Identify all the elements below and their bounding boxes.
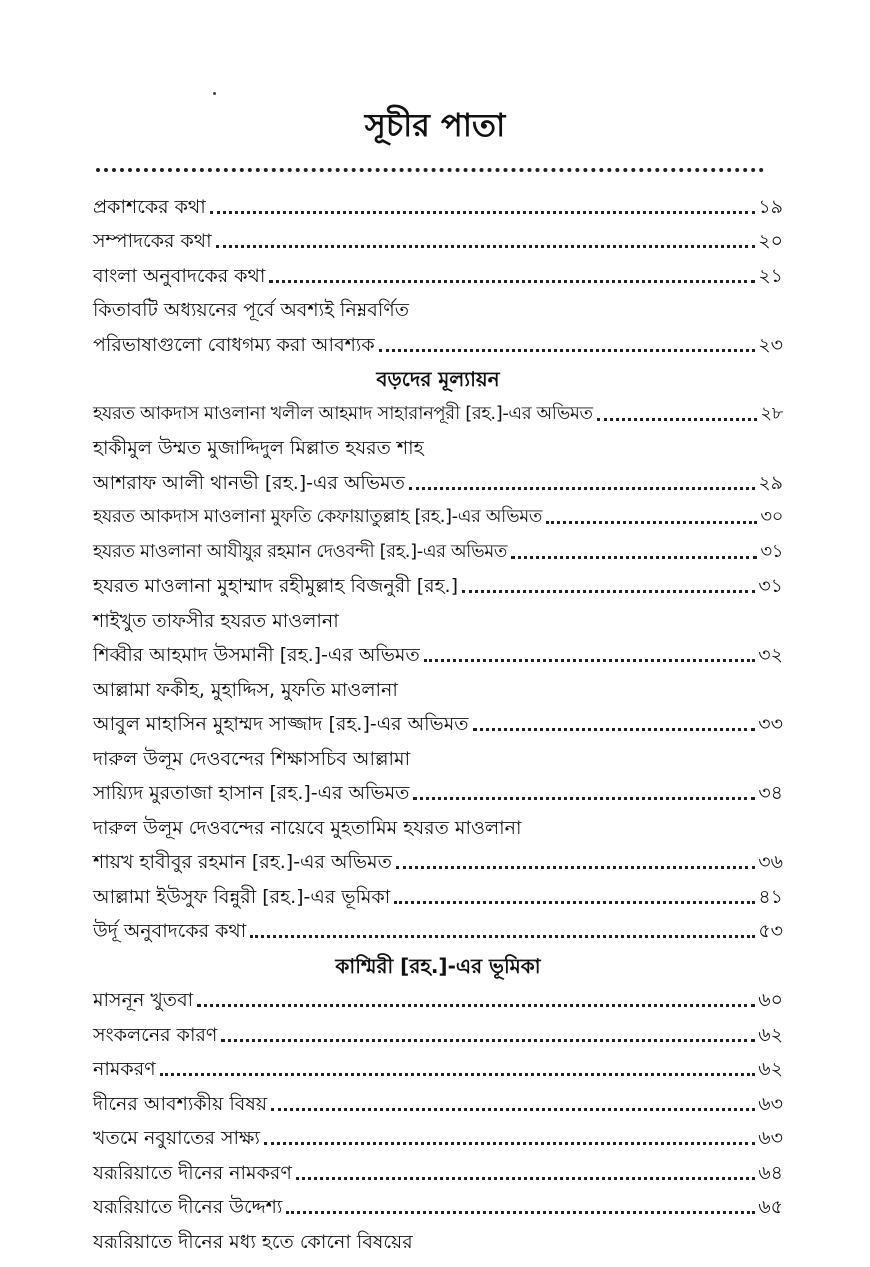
toc-entry [93,221,783,256]
toc-entry-label: হযরত মাওলানা আযীযুর রহমান দেওবন্দী [রহ.]-এর অভিমত [93,540,508,562]
toc-entry [93,1152,783,1187]
dot-leader [511,556,757,559]
dot-leader [394,901,755,904]
toc-page-number: ৬৩ [758,1127,783,1149]
page-title: সূচীর পাতা [364,106,506,144]
toc-page-number: ২০ [758,230,783,252]
toc-entry [93,1083,783,1118]
toc-page-number: ৩১ [760,540,783,562]
toc-entry-label: আশরাফ আলী থানভী [রহ.]-এর অভিমত [93,471,405,494]
toc-entry-label: সম্পাদকের কথা [93,230,212,252]
toc-entry-label: কিতাবটি অধ্যয়নের পূর্বে অবশ্যই নিম্নবর্ণিত [93,299,410,321]
print-speck [213,92,216,95]
toc-page-number: ৪১ [758,885,783,908]
toc-entry-label: যরূরিয়াতে দীনের নামকরণ [93,1161,292,1184]
toc-page-number: ৩১ [758,575,783,597]
dot-leader [264,1142,755,1145]
dot-leader [424,659,756,662]
toc-entry-label: সায়্যিদ মুরতাজা হাসান [রহ.]-এর অভিমত [93,782,410,804]
toc-entry-label: হাকীমুল উম্মত মুজাদ্দিদুল মিল্লাত হযরত শাহ [93,437,424,459]
toc-entry-label: মাসনূন খুতবা [93,989,194,1011]
toc-page-number: ৩৩ [758,713,783,735]
toc-entry-label: আল্লামা ইউসুফ বিন্নুরী [রহ.]-এর ভূমিকা [93,885,391,908]
dot-leader [160,1073,756,1076]
dot-leader [221,1039,755,1042]
dot-leader [216,245,756,248]
toc-entry [93,290,783,325]
table-of-contents [93,186,783,1256]
toc-entry-label: আবুল মাহাসিন মুহাম্মদ সাজ্জাদ [রহ.]-এর অভিমত [93,713,469,735]
toc-entry-label: দারুল উলূম দেওবন্দের নায়েবে মুহতামিম হযরত মাওলানা [93,816,522,839]
toc-entry [93,842,783,877]
dot-leader [597,418,758,421]
dot-leader [210,211,756,214]
dot-leader [413,797,755,800]
toc-entry [93,1014,783,1049]
toc-page-number: ২৯ [758,471,783,494]
toc-entry [93,876,783,911]
toc-entry-label: আল্লামা ফকীহ, মুহাদ্দিস, মুফতি মাওলানা [93,678,398,701]
section-heading: বড়দের মূল্যায়ন [376,367,500,391]
toc-entry [93,1049,783,1084]
toc-entry [93,980,783,1015]
toc-entry [93,324,783,359]
toc-entry-label: যরূরিয়াতে দীনের উদ্দেশ্য [93,1196,283,1218]
dot-leader [296,1177,755,1180]
toc-page-number: ৬৪ [758,1161,783,1184]
toc-entry [93,911,783,946]
toc-entry-label: খতমে নবুয়াতের সাক্ষ্য [93,1127,260,1149]
toc-entry [93,738,783,773]
toc-entry-label: হযরত আকদাস মাওলানা খলীল আহমাদ সাহারানপূরী [রহ.]-এর অভিমত [93,402,593,424]
toc-entry [93,669,783,704]
toc-entry-label: পরিভাষাগুলো বোধগম্য করা আবশ্যক [93,333,375,356]
dot-leader [250,935,755,938]
dot-leader [286,1211,755,1214]
toc-page-number: ৩০ [760,506,783,527]
toc-page-number: ৬০ [758,989,783,1011]
toc-page-number: ৩৪ [758,782,783,804]
toc-entry [93,600,783,635]
toc-entry-label: প্রকাশকের কথা [93,195,206,218]
section-heading: কাশ্মিরী [রহ.]-এর ভূমিকা [335,953,541,978]
toc-entry [93,807,783,842]
dot-leader [396,866,755,869]
toc-entry [93,1221,783,1256]
toc-entry [93,531,783,566]
title-dotted-rule [96,158,764,172]
toc-page-number: ৩৬ [758,851,783,873]
toc-page-number: ৬২ [758,1023,783,1046]
toc-entry [93,255,783,290]
toc-entry-label: দীনের আবশ্যকীয় বিষয় [93,1092,268,1115]
toc-page-number: ৫৩ [758,920,783,942]
toc-entry [93,635,783,670]
toc-page-number: ২৮ [760,402,783,424]
toc-page-number: ৬৩ [758,1092,783,1115]
toc-entry [93,704,783,739]
toc-page-number: ৩২ [758,644,783,666]
toc-entry [93,1187,783,1222]
toc-page-number: ৬৫ [758,1196,783,1218]
toc-entry [93,428,783,463]
toc-page-number: ২১ [758,264,783,287]
dot-leader [271,1108,755,1111]
toc-entry-label: হযরত মাওলানা মুহাম্মাদ রহীমুল্লাহ বিজনুরী [রহ.] [93,575,458,597]
toc-entry-label: হযরত আকদাস মাওলানা মুফতি কেফায়াতুল্লাহ [রহ.]-এর অভিমত [93,506,542,527]
dot-leader [462,590,755,593]
toc-page-number: ৬২ [758,1058,783,1080]
toc-entry-label: সংকলনের কারণ [93,1023,218,1046]
toc-entry-label: যরূরিয়াতে দীনের মধ্য হতে কোনো বিষয়ের [93,1230,413,1253]
toc-page-number: ২৩ [758,333,783,356]
dot-leader [409,487,755,490]
toc-entry-label: শায়খ হাবীবুর রহমান [রহ.]-এর অভিমত [93,851,392,873]
toc-entry [93,566,783,601]
dot-leader [473,728,756,731]
dot-leader [379,349,756,352]
dot-leader [269,280,755,283]
dot-leader [197,1004,755,1007]
dot-leader [546,521,757,524]
toc-entry-label: দারুল উলূম দেওবন্দের শিক্ষাসচিব আল্লামা [93,747,411,770]
toc-entry-label: উর্দূ অনুবাদকের কথা [93,920,247,942]
toc-entry [93,186,783,221]
toc-entry [93,773,783,808]
toc-entry-label: শিব্বীর আহমাদ উসমানী [রহ.]-এর অভিমত [93,644,420,666]
toc-entry [93,462,783,497]
toc-entry [93,393,783,428]
toc-entry-label: বাংলা অনুবাদকের কথা [93,264,266,287]
toc-entry [93,497,783,532]
toc-page-number: ১৯ [758,195,783,218]
toc-entry-label: শাইখুত তাফসীর হযরত মাওলানা [93,609,339,632]
toc-entry-label: নামকরণ [93,1058,156,1080]
toc-entry [93,1118,783,1153]
